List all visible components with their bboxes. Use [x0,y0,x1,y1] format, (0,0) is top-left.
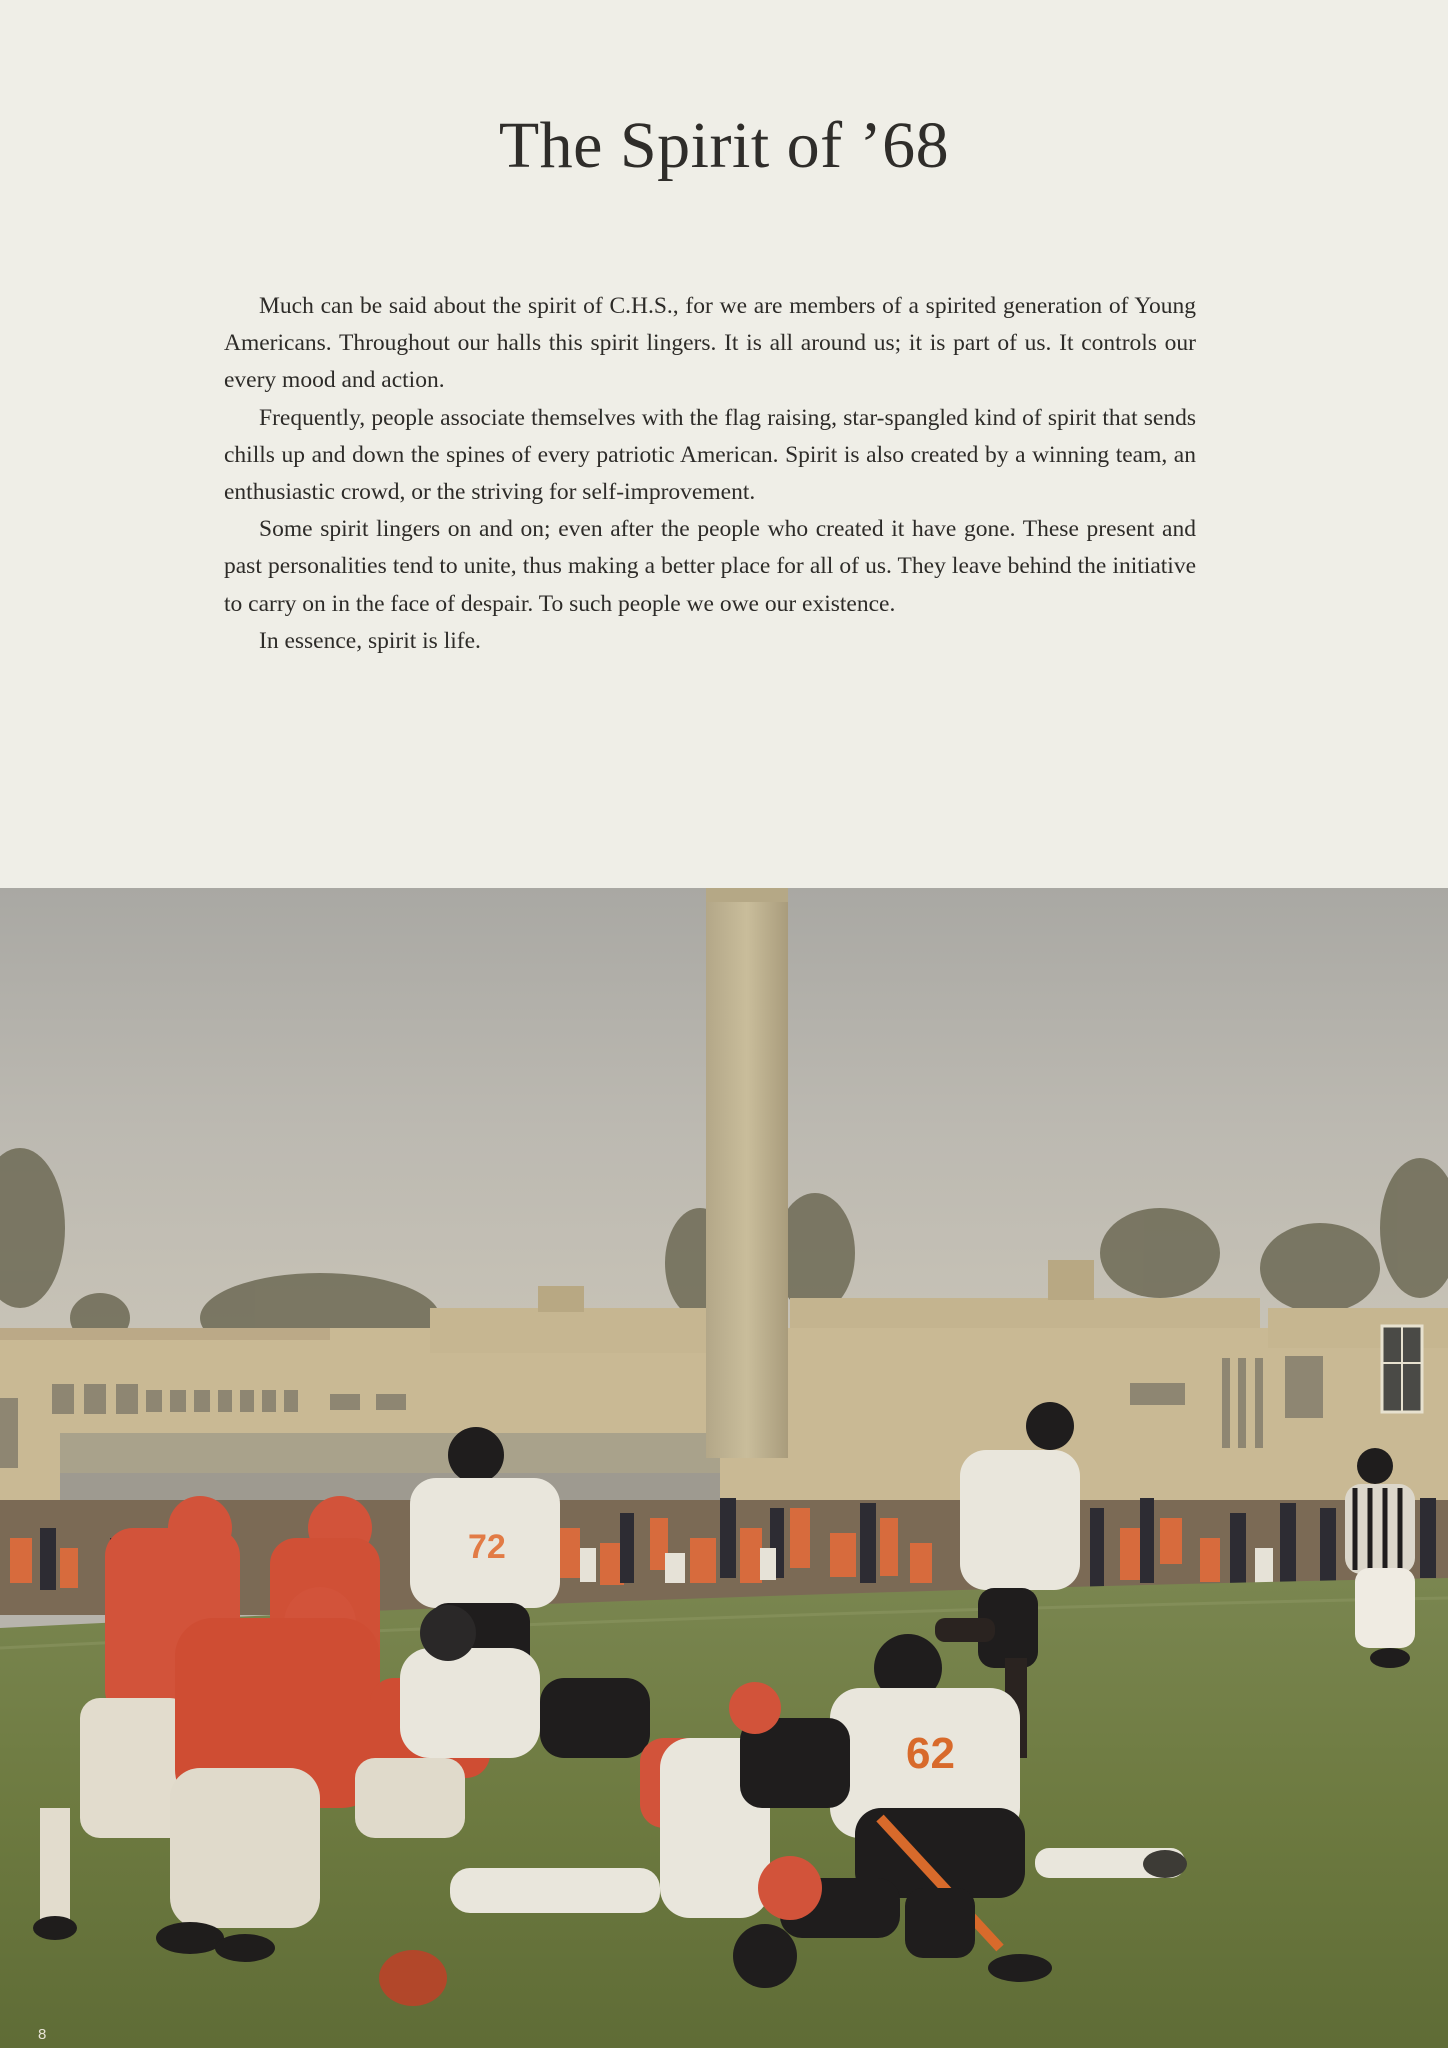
jersey-number-72: 72 [468,1528,506,1566]
smokestack [706,888,788,1458]
page-title: The Spirit of ’68 [498,109,950,182]
paragraph-1: Much can be said about the spirit of C.H.S., for we are members of a spirited generation of Young Americans. Throughout our halls this spirit lingers. It is all around us; it is part of us. It controls our every mood and action. [224,293,1196,394]
paragraph-3: Some spirit lingers on and on; even after the people who created it have gone. These present and past personalities tend to unite, thus making a better place for all of us. They leave behind the initiative to carry on in the face of despair. To such people we owe our existence. [224,516,1196,617]
photo-illustration [0,888,1448,2048]
text-section [0,0,1448,888]
body-text [224,288,1196,660]
page-number: 8 [38,2026,47,2043]
paragraph-4: In essence, spirit is life. [259,627,481,654]
jersey-number-62: 62 [906,1729,955,1778]
paragraph-2: Frequently, people associate themselves with the flag raising, star-spangled kind of spirit that sends chills up and down the spines of every patriotic American. Spirit is also created by a winning team, an enthusiastic crowd, or the striving for self-improvement. [224,404,1196,506]
football [379,1950,447,2006]
football-game-photo [0,888,1448,2048]
